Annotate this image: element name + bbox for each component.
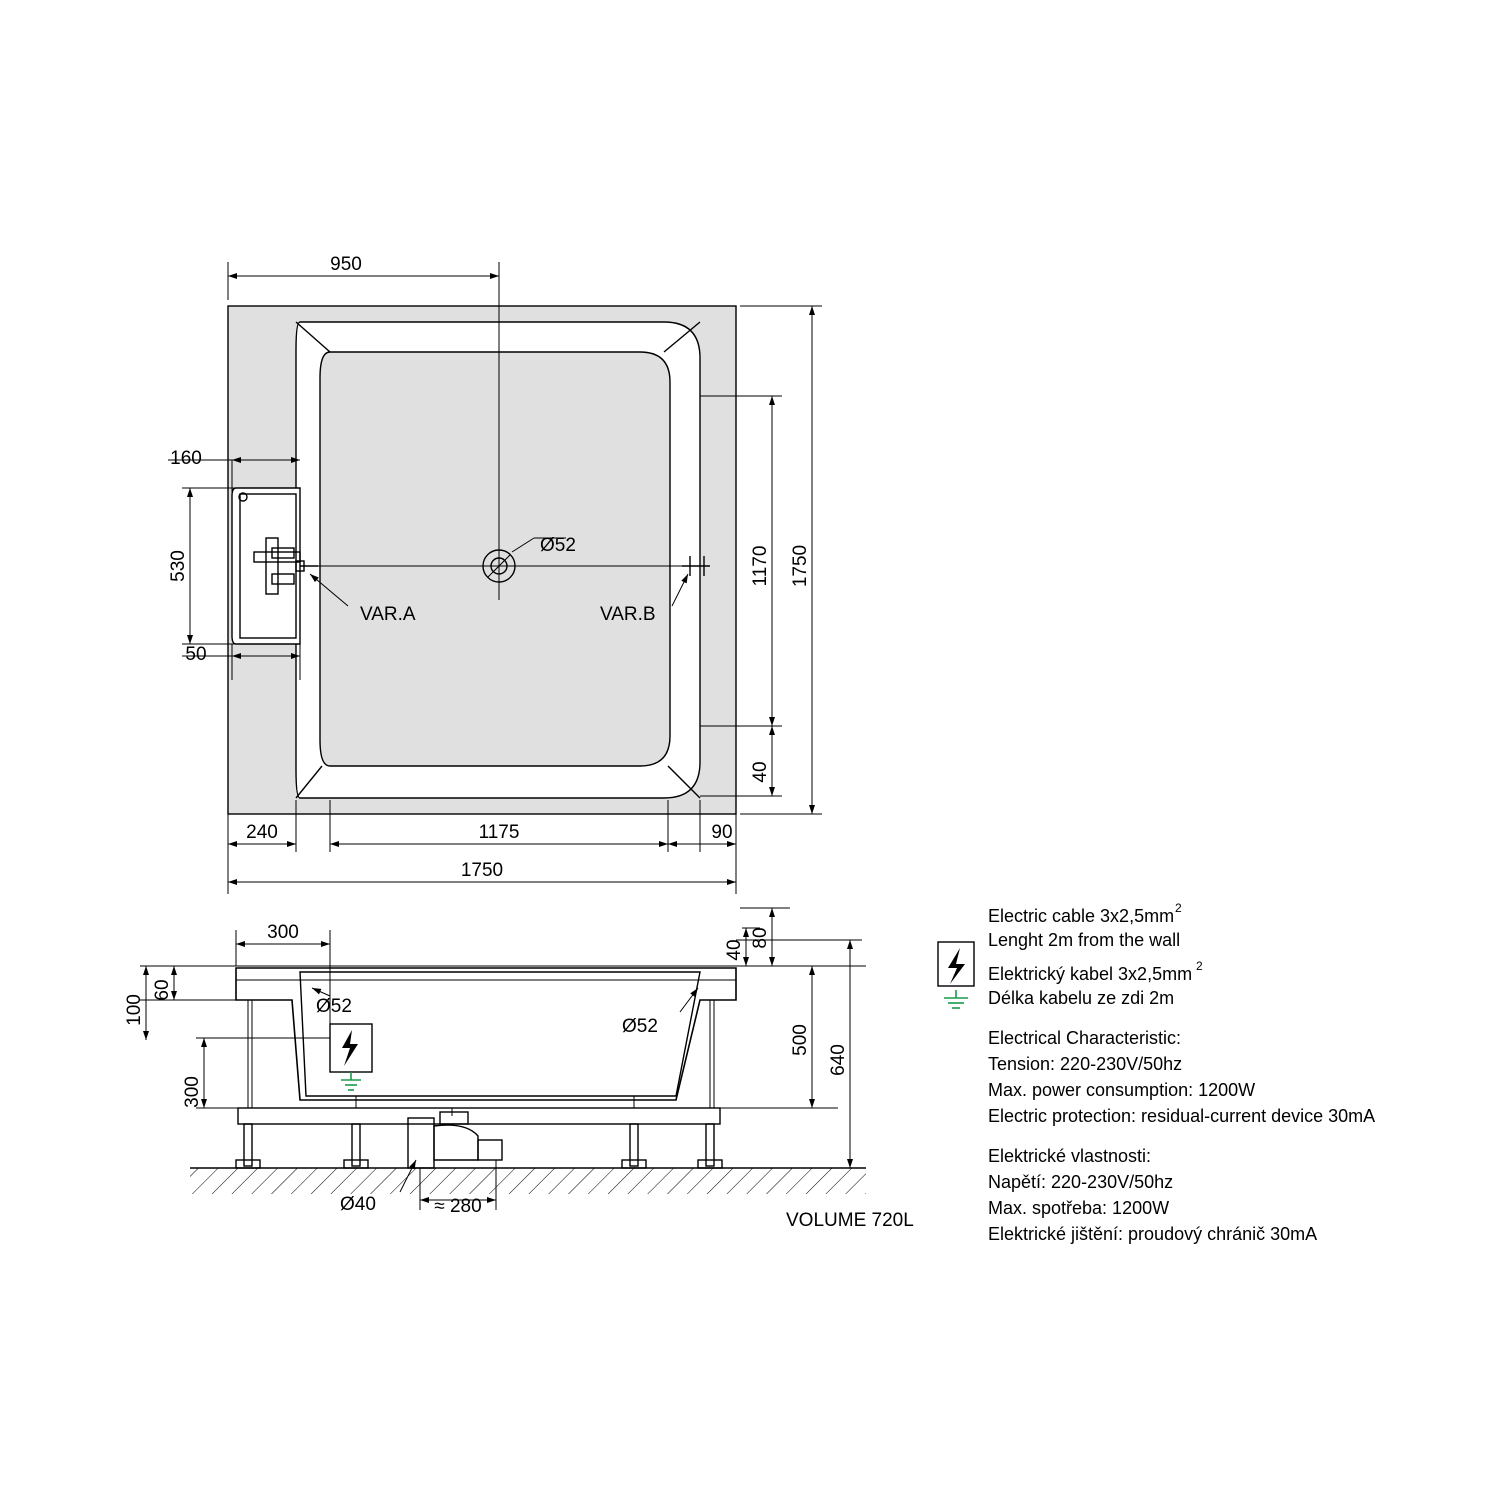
dim-40-top: 40: [750, 761, 771, 783]
dim-300-top: 300: [267, 922, 299, 943]
label-280: ≈ 280: [434, 1196, 482, 1217]
dim-1170: 1170: [750, 545, 771, 587]
dim-240: 240: [246, 822, 278, 843]
drawing-title: VOLUME 720L: [786, 1210, 914, 1231]
note-en-line-1: Tension: 220-230V/50hz: [988, 1054, 1183, 1074]
label-var-a: VAR.A: [360, 604, 416, 625]
dim-1175: 1175: [478, 822, 520, 843]
note-cable-cz-2: Délka kabelu ze zdi 2m: [988, 988, 1175, 1008]
dim-530: 530: [168, 550, 189, 582]
note-cz-line-3: Elektrické jištění: proudový chránič 30mA: [988, 1224, 1318, 1244]
dim-950: 950: [330, 254, 362, 275]
frame-rail: [238, 1108, 720, 1124]
note-en-line-3: Electric protection: residual-current device 30mA: [988, 1106, 1376, 1126]
dim-40-side: 40: [724, 939, 745, 961]
note-cable-en-2: Lenght 2m from the wall: [988, 930, 1181, 950]
ground-symbol-note: [944, 990, 968, 1008]
note-en-line-2: Max. power consumption: 1200W: [988, 1080, 1256, 1100]
dim-300-h: 300: [182, 1076, 203, 1108]
notes-block: [938, 901, 1375, 1244]
siphon-assembly: [408, 1108, 502, 1168]
dim-90: 90: [711, 822, 733, 843]
dim-100: 100: [124, 994, 145, 1026]
label-var-b: VAR.B: [600, 604, 656, 625]
dim-1750-bottom: 1750: [460, 860, 504, 881]
note-cz-heading: Elektrické vlastnosti:: [988, 1146, 1152, 1166]
dim-1750-right: 1750: [790, 544, 811, 588]
note-cable-cz-sup: 2: [1196, 959, 1203, 973]
dim-160: 160: [170, 448, 202, 469]
note-cable-cz-1: Elektrický kabel 3x2,5mm: [988, 964, 1193, 984]
floor-hatch: [190, 1168, 866, 1194]
dim-60: 60: [152, 979, 173, 1001]
note-cz-line-1: Napětí: 220-230V/50hz: [988, 1172, 1174, 1192]
note-cable-en-1: Electric cable 3x2,5mm: [988, 906, 1175, 926]
note-cz-line-2: Max. spotřeba: 1200W: [988, 1198, 1170, 1218]
label-d52-side-right: Ø52: [622, 1016, 658, 1037]
dim-500: 500: [790, 1024, 811, 1056]
label-d52-side-left: Ø52: [316, 996, 352, 1017]
top-view: [168, 254, 822, 894]
note-cable-en-sup: 2: [1175, 901, 1182, 915]
dim-80: 80: [750, 927, 771, 949]
dim-50: 50: [185, 644, 207, 665]
label-d52-top: Ø52: [540, 535, 576, 556]
note-en-heading: Electrical Characteristic:: [988, 1028, 1182, 1048]
side-view: [124, 908, 866, 1217]
label-d40: Ø40: [340, 1194, 376, 1215]
electric-hazard-icon: [938, 942, 974, 986]
dim-640: 640: [828, 1044, 849, 1076]
